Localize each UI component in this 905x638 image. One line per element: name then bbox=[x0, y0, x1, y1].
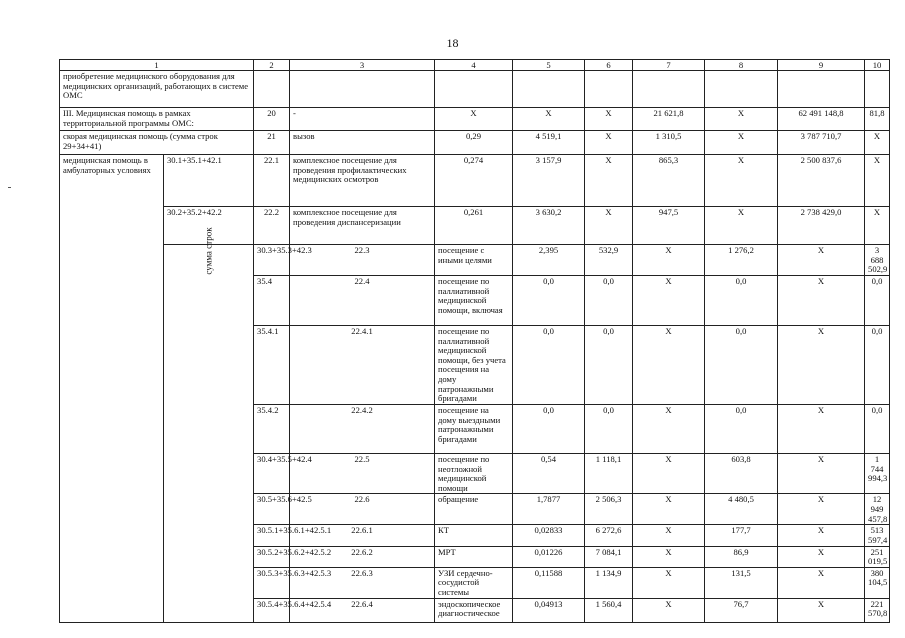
cell-col8: X bbox=[778, 598, 865, 622]
sum-label-text: сумма строк bbox=[203, 227, 214, 275]
cell-col6 bbox=[585, 71, 633, 108]
cell-col5: 2 506,3 bbox=[585, 494, 633, 525]
sum-label-vertical bbox=[164, 227, 254, 623]
cell-col4: 0,54 bbox=[513, 453, 585, 494]
cell-col4: 0,0 bbox=[513, 325, 585, 404]
line-sum-formula: 30.2+35.2+42.2 bbox=[164, 207, 254, 245]
cell-col10: X bbox=[865, 131, 890, 155]
cell-col7: 1 276,2 bbox=[705, 245, 778, 276]
unit-description: комплексное посещение для проведения профилактических медицинских осмотров bbox=[290, 155, 435, 207]
line-number: 22.6.2 bbox=[290, 546, 435, 567]
cell-col5: 4 519,1 bbox=[513, 131, 585, 155]
cell-col8: X bbox=[778, 494, 865, 525]
cell-col5: 0,0 bbox=[585, 275, 633, 325]
cell-col4: 0,274 bbox=[435, 155, 513, 207]
column-header: 5 bbox=[513, 60, 585, 71]
cell-col4: X bbox=[435, 108, 513, 131]
cell-col5: 6 272,6 bbox=[585, 525, 633, 546]
cell-col4: 2,395 bbox=[513, 245, 585, 276]
cell-col4: 1,7877 bbox=[513, 494, 585, 525]
line-sum-formula: 30.5.2+35.6.2+42.5.2 bbox=[254, 546, 290, 567]
unit-description: посещение по паллиативной медицинской помощи, включая bbox=[435, 275, 513, 325]
cell-col10 bbox=[865, 71, 890, 108]
cell-col5: 1 134,9 bbox=[585, 567, 633, 598]
cell-col6: X bbox=[585, 207, 633, 245]
unit-description: вызов bbox=[290, 131, 435, 155]
line-number: 22.5 bbox=[290, 453, 435, 494]
line-sum-formula: 35.4.2 bbox=[254, 404, 290, 453]
cell-col5: 3 157,9 bbox=[513, 155, 585, 207]
column-header: 10 bbox=[865, 60, 890, 71]
page-number: 18 bbox=[446, 36, 459, 50]
budget-table bbox=[59, 59, 890, 623]
cell-col9: 1 744 994,3 bbox=[865, 453, 890, 494]
column-header: 4 bbox=[435, 60, 513, 71]
unit-description: посещение на дому выездными патронажными бригадами bbox=[435, 404, 513, 453]
row-name: скорая медицинская помощь (сумма строк 29+34+41) bbox=[60, 131, 254, 155]
line-number: 22.6 bbox=[290, 494, 435, 525]
cell-col4: 0,02833 bbox=[513, 525, 585, 546]
line-number: 22.1 bbox=[254, 155, 290, 207]
table-row bbox=[60, 108, 890, 131]
table-row bbox=[60, 207, 890, 245]
cell-col9: 251 019,5 bbox=[865, 546, 890, 567]
cell-col5: 3 630,2 bbox=[513, 207, 585, 245]
cell-col4: 0,0 bbox=[513, 404, 585, 453]
cell-col8: X bbox=[778, 546, 865, 567]
line-sum-formula: 30.5.1+35.6.1+42.5.1 bbox=[254, 525, 290, 546]
line-sum-formula: 30.4+35.5+42.4 bbox=[254, 453, 290, 494]
cell-col7: 177,7 bbox=[705, 525, 778, 546]
cell-col5 bbox=[513, 71, 585, 108]
row-name: III. Медицинская помощь в рамках территориальной программы ОМС: bbox=[60, 108, 254, 131]
cell-col5: 1 118,1 bbox=[585, 453, 633, 494]
cell-col9: 3 688 502,9 bbox=[865, 245, 890, 276]
cell-col9: 0,0 bbox=[865, 325, 890, 404]
cell-col5: 0,0 bbox=[585, 404, 633, 453]
cell-col6: X bbox=[633, 325, 705, 404]
cell-col8: X bbox=[705, 108, 778, 131]
cell-col4: 0,29 bbox=[435, 131, 513, 155]
cell-col4: 0,04913 bbox=[513, 598, 585, 622]
cell-col8: X bbox=[705, 131, 778, 155]
cell-col6: X bbox=[633, 453, 705, 494]
cell-col9: 0,0 bbox=[865, 404, 890, 453]
column-header: 3 bbox=[290, 60, 435, 71]
cell-col6: X bbox=[633, 245, 705, 276]
cell-col7: 21 621,8 bbox=[633, 108, 705, 131]
cell-col5: 532,9 bbox=[585, 245, 633, 276]
margin-mark bbox=[8, 187, 11, 188]
column-header: 1 bbox=[60, 60, 254, 71]
cell-col7: 0,0 bbox=[705, 404, 778, 453]
cell-col9: 513 597,4 bbox=[865, 525, 890, 546]
cell-col5: 0,0 bbox=[585, 325, 633, 404]
unit-description: УЗИ сердечно-сосудистой системы bbox=[435, 567, 513, 598]
cell-col6: X bbox=[633, 494, 705, 525]
cell-col9: 62 491 148,8 bbox=[778, 108, 865, 131]
cell-col9 bbox=[778, 71, 865, 108]
cell-col7: 0,0 bbox=[705, 325, 778, 404]
line-sum-formula: 30.5.3+35.6.3+42.5.3 bbox=[254, 567, 290, 598]
cell-col7: 1 310,5 bbox=[633, 131, 705, 155]
unit-description: обращение bbox=[435, 494, 513, 525]
line-number: 22.4.1 bbox=[290, 325, 435, 404]
cell-col6: X bbox=[633, 275, 705, 325]
column-header: 6 bbox=[585, 60, 633, 71]
column-header: 2 bbox=[254, 60, 290, 71]
cell-col8 bbox=[705, 71, 778, 108]
unit-description: посещение с иными целями bbox=[435, 245, 513, 276]
column-header: 8 bbox=[705, 60, 778, 71]
unit-description: эндоскопическое диагностическое bbox=[435, 598, 513, 622]
line-number: 22.6.4 bbox=[290, 598, 435, 622]
cell-col7: 131,5 bbox=[705, 567, 778, 598]
table-row bbox=[60, 155, 890, 207]
cell-col5: 7 084,1 bbox=[585, 546, 633, 567]
table-row bbox=[60, 245, 890, 276]
cell-col6: X bbox=[633, 404, 705, 453]
table-row bbox=[60, 131, 890, 155]
cell-col7: 865,3 bbox=[633, 155, 705, 207]
cell-col8: X bbox=[705, 207, 778, 245]
line-sum-formula: 30.3+35.3+42.3 bbox=[254, 245, 290, 276]
line-number: 22.6.1 bbox=[290, 525, 435, 546]
cell-col7: 603,8 bbox=[705, 453, 778, 494]
unit-description: посещение по паллиативной медицинской помощи, без учета посещения на дому патронажными бригадами bbox=[435, 325, 513, 404]
cell-col10: X bbox=[865, 155, 890, 207]
line-sum-formula: 35.4 bbox=[254, 275, 290, 325]
cell-col9: 2 500 837,6 bbox=[778, 155, 865, 207]
cell-col9: 221 570,8 bbox=[865, 598, 890, 622]
cell-col10: X bbox=[865, 207, 890, 245]
cell-col9: 12 949 457,8 bbox=[865, 494, 890, 525]
cell-col6: X bbox=[585, 131, 633, 155]
column-header: 7 bbox=[633, 60, 705, 71]
line-number: 20 bbox=[254, 108, 290, 131]
cell-col8: X bbox=[778, 245, 865, 276]
cell-col7: 4 480,5 bbox=[705, 494, 778, 525]
cell-col7: 0,0 bbox=[705, 275, 778, 325]
cell-col8: X bbox=[778, 567, 865, 598]
cell-col10: 81,8 bbox=[865, 108, 890, 131]
line-sum-formula: 30.5.4+35.6.4+42.5.4 bbox=[254, 598, 290, 622]
cell-col7: 86,9 bbox=[705, 546, 778, 567]
cell-col7: 76,7 bbox=[705, 598, 778, 622]
line-number: 22.3 bbox=[290, 245, 435, 276]
cell-col5: 1 560,4 bbox=[585, 598, 633, 622]
unit-description: - bbox=[290, 108, 435, 131]
cell-col8: X bbox=[778, 453, 865, 494]
cell-col8: X bbox=[778, 275, 865, 325]
cell-col4: 0,261 bbox=[435, 207, 513, 245]
line-number: 22.4.2 bbox=[290, 404, 435, 453]
line-number: 22.6.3 bbox=[290, 567, 435, 598]
cell-col8: X bbox=[705, 155, 778, 207]
cell-col9: 2 738 429,0 bbox=[778, 207, 865, 245]
cell-col4 bbox=[435, 71, 513, 108]
cell-col6: X bbox=[633, 546, 705, 567]
unit-description bbox=[290, 71, 435, 108]
unit-description: комплексное посещение для проведения диспансеризации bbox=[290, 207, 435, 245]
line-number: 22.4 bbox=[290, 275, 435, 325]
unit-description: посещение по неотложной медицинской помощи bbox=[435, 453, 513, 494]
line-sum-formula: 30.1+35.1+42.1 bbox=[164, 155, 254, 207]
cell-col9: 3 787 710,7 bbox=[778, 131, 865, 155]
cell-col8: X bbox=[778, 525, 865, 546]
line-sum-formula: 35.4.1 bbox=[254, 325, 290, 404]
table-row bbox=[60, 71, 890, 108]
row-name: приобретение медицинского оборудования для медицинских организаций, работающих в системе ОМС bbox=[60, 71, 254, 108]
cell-col6: X bbox=[633, 598, 705, 622]
unit-description: МРТ bbox=[435, 546, 513, 567]
column-number-row bbox=[60, 60, 890, 71]
cell-col8: X bbox=[778, 325, 865, 404]
cell-col6: X bbox=[633, 567, 705, 598]
cell-col8: X bbox=[778, 404, 865, 453]
cell-col6: X bbox=[633, 525, 705, 546]
cell-col6: X bbox=[585, 155, 633, 207]
cell-col4: 0,01226 bbox=[513, 546, 585, 567]
cell-col9: 0,0 bbox=[865, 275, 890, 325]
cell-col7 bbox=[633, 71, 705, 108]
cell-col4: 0,0 bbox=[513, 275, 585, 325]
cell-col4: 0,11588 bbox=[513, 567, 585, 598]
cell-col7: 947,5 bbox=[633, 207, 705, 245]
line-number bbox=[254, 71, 290, 108]
ambulatory-group-label: медицинская помощь в амбулаторных условиях bbox=[60, 155, 164, 623]
cell-col6: X bbox=[585, 108, 633, 131]
line-sum-formula: 30.5+35.6+42.5 bbox=[254, 494, 290, 525]
cell-col5: X bbox=[513, 108, 585, 131]
unit-description: КТ bbox=[435, 525, 513, 546]
line-number: 22.2 bbox=[254, 207, 290, 245]
line-number: 21 bbox=[254, 131, 290, 155]
column-header: 9 bbox=[778, 60, 865, 71]
cell-col9: 380 104,5 bbox=[865, 567, 890, 598]
